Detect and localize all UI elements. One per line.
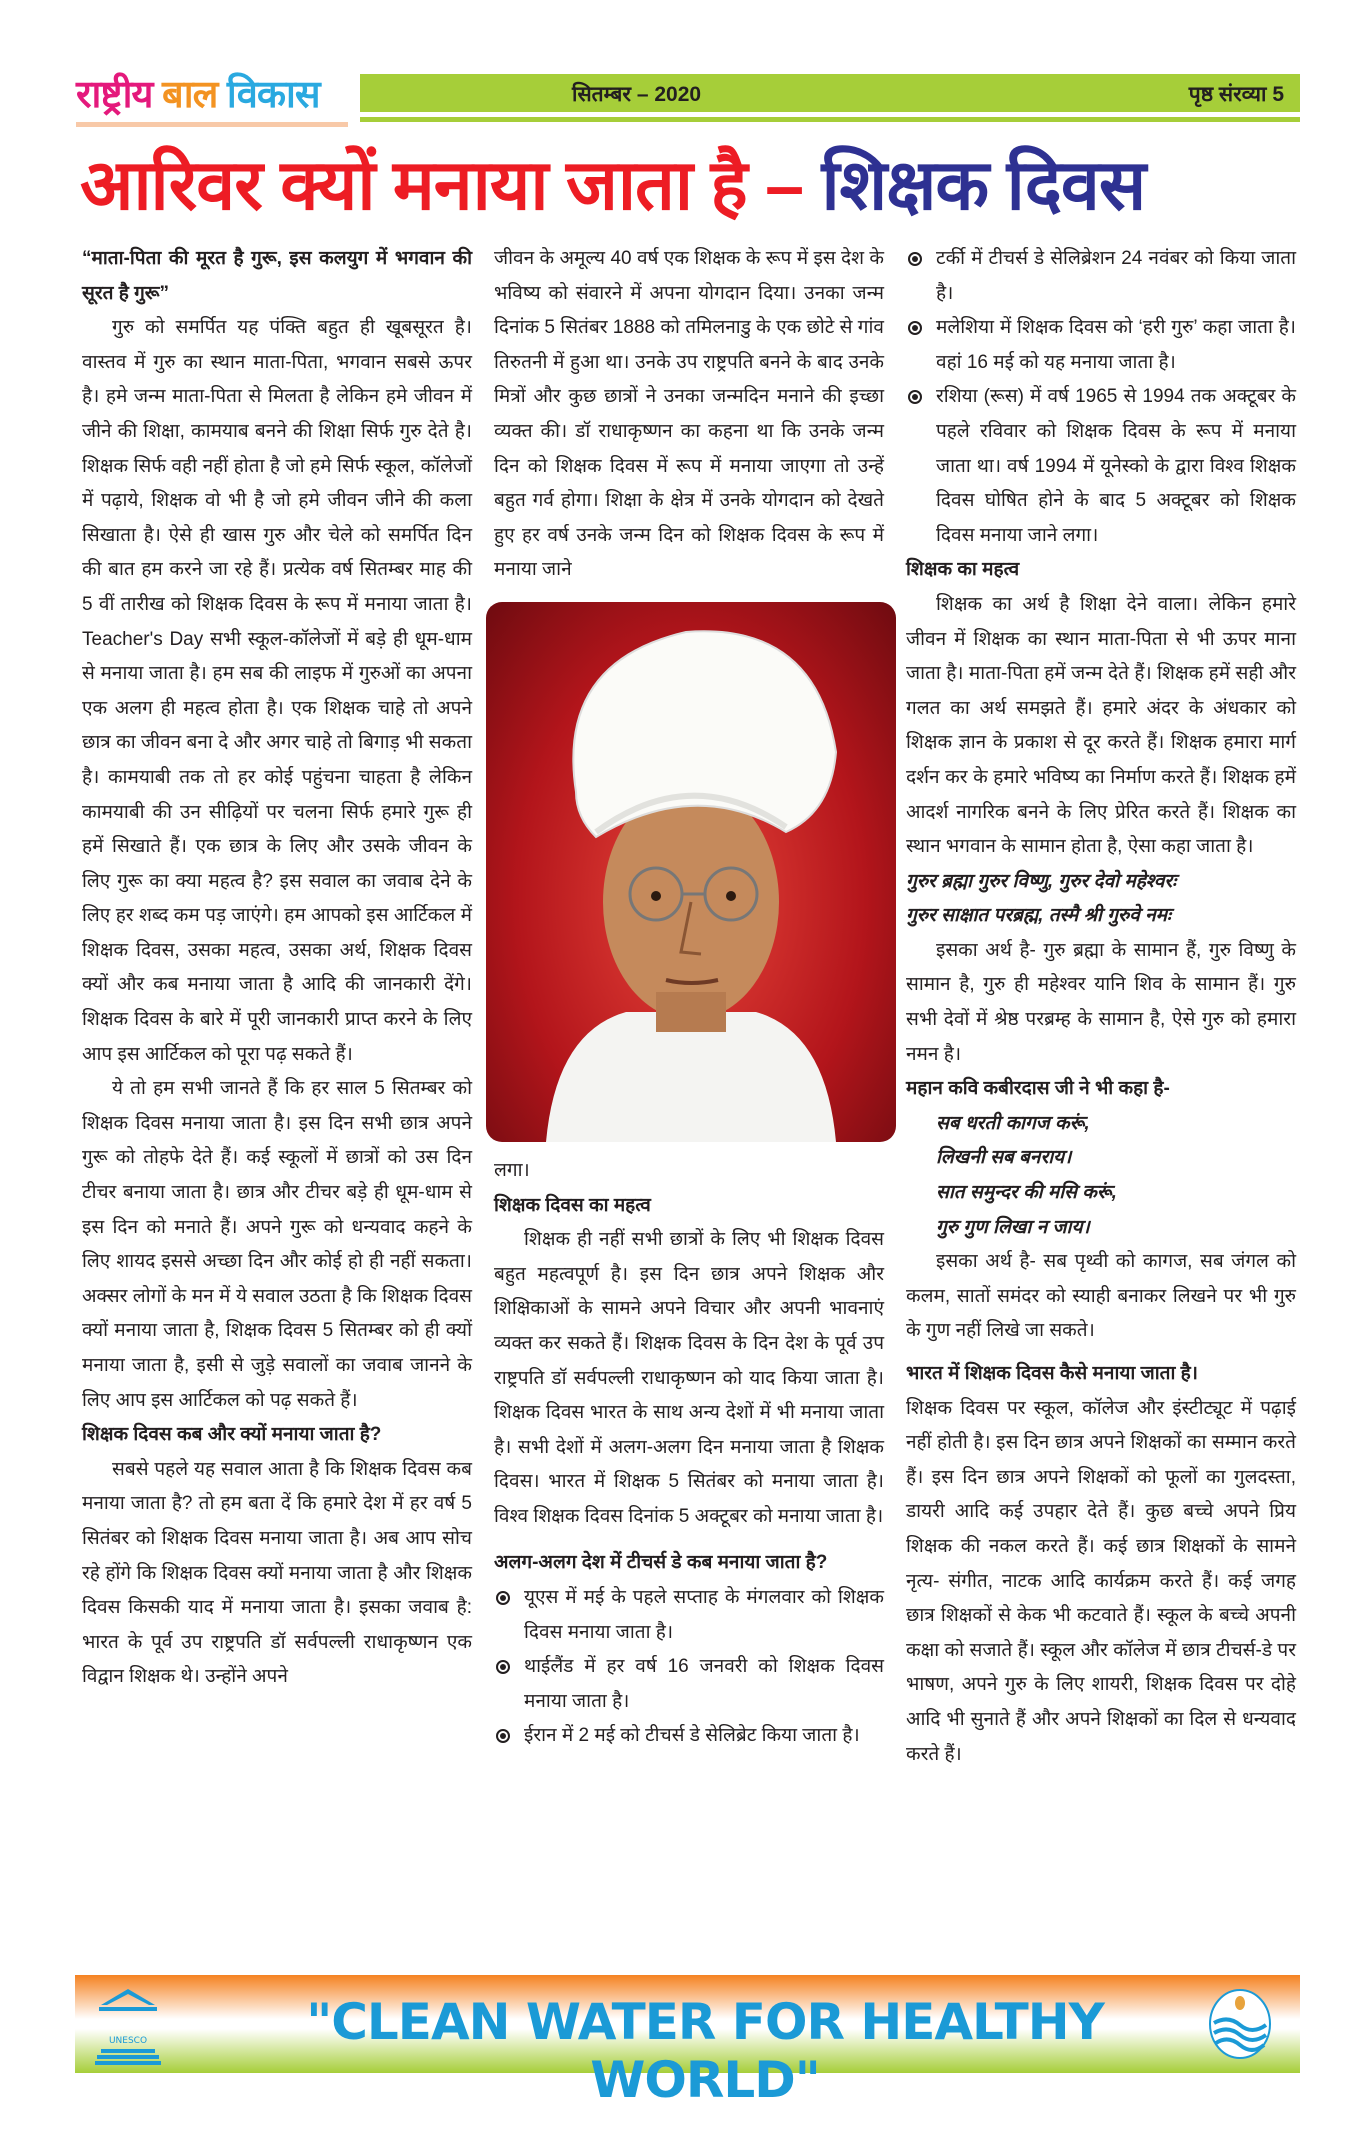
- section-heading: महान कवि कबीरदास जी ने भी कहा है-: [906, 1078, 1170, 1100]
- column-1: [82, 242, 472, 1695]
- paragraph: जीवन के अमूल्य 40 वर्ष एक शिक्षक के रूप में इस देश के भविष्य को संवारने में अपना योगदान दिया। उनका जन्म दिनांक 5 सितंबर 1888 को तमिलनाडु के एक छोटे से गांव तिरुतनी में हुआ था। उनके उप राष्ट्रपति बनने के बाद उनके मित्रों और कुछ छात्रों ने उनका जन्मदिन मनाने की इच्छा व्यक्त की। डॉ राधाकृष्णन का कहना था कि उनके जन्म दिन को शिक्षक दिवस में रूप में मनाया जाएगा तो उन्हें बहुत गर्व होगा। शिक्षा के क्षेत्र में उनके योगदान को देखते हुए हर वर्ष उनके जन्म दिन को शिक्षक दिवस के रूप में मनाया जाने: [494, 248, 884, 581]
- logo-word-1: राष्ट्रीय: [76, 74, 153, 116]
- column-3: [906, 242, 1296, 1772]
- bullet-icon: [908, 390, 922, 404]
- header-bar: [360, 74, 1300, 112]
- paragraph: सबसे पहले यह सवाल आता है कि शिक्षक दिवस कब मनाया जाता है? तो हम बता दें कि हमारे देश में हर वर्ष 5 सितंबर को शिक्षक दिवस मनाया जाता है। अब आप सोच रहे होंगे कि शिक्षक दिवस क्यों मनाया जाता है और शिक्षक दिवस किसकी याद में मनाया जाता है। इसका जवाब है: भारत के पूर्व उप राष्ट्रपति डॉ सर्वपल्ली राधाकृष्णन एक विद्वान शिक्षक थे। उन्होंने अपने: [82, 1458, 472, 1688]
- list-item-text: टर्की में टीचर्स डे सेलिब्रेशन 24 नवंबर को किया जाता है।: [936, 248, 1296, 304]
- paragraph: शिक्षक दिवस पर स्कूल, कॉलेज और इंस्टीट्यूट में पढ़ाई नहीं होती है। इस दिन छात्र अपने शिक्षकों का सम्मान करते हैं। इस दिन छात्र अपने शिक्षकों को फूलों का गुलदस्ता, डायरी आदि कई उपहार देते हैं। कुछ बच्चे अपने प्रिय शिक्षक की नकल करते हैं। कई छात्र शिक्षकों के सामने नृत्य- संगीत, नाटक आदि कार्यक्रम करते हैं। कई जगह छात्र शिक्षकों से केक भी कटवाते हैं। स्कूल के बच्चे अपनी कक्षा को सजाते हैं। स्कूल और कॉलेज में छात्र टीचर्स-डे पर भाषण, अपने गुरु के लिए शायरी, शिक्षक दिवस पर दोहे आदि भी सुनाते हैं और अपने शिक्षकों का दिल से धन्यवाद करते हैं।: [906, 1397, 1296, 1765]
- section-heading: शिक्षक दिवस का महत्व: [494, 1194, 651, 1216]
- shloka-line: गुरुर साक्षात परब्रह्म, तस्मै श्री गुरुवे नमः: [906, 905, 1171, 927]
- paragraph: शिक्षक ही नहीं सभी छात्रों के लिए भी शिक्षक दिवस बहुत महत्वपूर्ण है। इस दिन छात्र अपने शिक्षक और शिक्षिकाओं के सामने अपने विचार और अपनी भावनाएं व्यक्त कर सकते हैं। शिक्षक दिवस के दिन देश के पूर्व उप राष्ट्रपति डॉ सर्वपल्ली राधाकृष्णन को याद किया जाता है। शिक्षक दिवस भारत के साथ अन्य देशों में भी मनाया जाता है। सभी देशों में अलग-अलग दिन मनाया जाता है शिक्षक दिवस। भारत में शिक्षक 5 सितंबर को मनाया जाता है। विश्व शिक्षक दिवस दिनांक 5 अक्टूबर को मनाया जाता है।: [494, 1229, 884, 1527]
- paragraph: गुरु को समर्पित यह पंक्ति बहुत ही खूबसूरत है। वास्तव में गुरु का स्थान माता-पिता, भगवान सबसे ऊपर है। हमे जन्म माता-पिता से मिलता है लेकिन हमे जीवन में जीने की शिक्षा, कामयाब बनने की शिक्षा सिर्फ गुरु देते है। शिक्षक सिर्फ वही नहीं होता है जो हमे सिर्फ स्कूल, कॉलेजों में पढ़ाये, शिक्षक वो भी है जो हमे जीवन जीने की कला सिखाता है। ऐसे ही खास गुरु और चेले को समर्पित दिन की बात हम करने जा रहे हैं। प्रत्येक वर्ष सितम्बर माह की 5 वीं तारीख को शिक्षक दिवस के रूप में मनाया जाता है। Teacher's Day सभी स्कूल-कॉलेजों में बड़े ही धूम-धाम से मनाया जाता है। हम सब की लाइफ में गुरुओं का अपना एक अलग ही महत्व होता है। एक शिक्षक चाहे तो अपने छात्र का जीवन बना दे और अगर चाहे तो बिगाड़ भी सकता है। कामयाबी तक तो हर कोई पहुंचना चाहता है लेकिन कामयाबी की उन सीढ़ियों पर चलना सिर्फ हमारे गुरू ही हमें सिखाते हैं। एक छात्र के लिए और उसके जीवन के लिए गुरू का क्या महत्व है? इस सवाल का जवाब देने के लिए हर शब्द कम पड़ जाएंगे। हम आपको इस आर्टिकल में शिक्षक दिवस, उसका महत्व, उसका अर्थ, शिक्षक दिवस क्यों और कब मनाया जाता है आदि की जानकारी देंगे। शिक्षक दिवस के बारे में पूरी जानकारी प्राप्त करने के लिए आप इस आर्टिकल को पूरा पढ़ सकते हैं।: [82, 317, 472, 1065]
- section-heading: शिक्षक दिवस कब और क्यों मनाया जाता है?: [82, 1424, 382, 1446]
- doha-line: गुरु गुण लिखा न जाय।: [936, 1216, 1090, 1238]
- doha-line: लिखनी सब बनराय।: [936, 1147, 1072, 1169]
- footer-banner: [75, 1975, 1300, 2109]
- svg-text:UNESCO: UNESCO: [108, 2036, 148, 2046]
- list-item-text: यूएस में मई के पहले सप्ताह के मंगलवार को शिक्षक दिवस मनाया जाता है।: [524, 1587, 884, 1643]
- banner-slogan: "CLEAN WATER FOR HEALTHY WORLD": [306, 1993, 1104, 2109]
- bullet-icon: [496, 1660, 510, 1674]
- bullet-icon: [496, 1591, 510, 1605]
- bullet-icon: [908, 252, 922, 266]
- water-emblem-icon: [1208, 1989, 1272, 2059]
- section-heading: अलग-अलग देश में टीचर्स डे कब मनाया जाता है?: [494, 1552, 828, 1574]
- shloka-line: गुरुर ब्रह्मा गुरुर विष्णु, गुरुर देवो महेश्वरः: [906, 870, 1177, 892]
- list-item-text: थाईलैंड में हर वर्ष 16 जनवरी को शिक्षक दिवस मनाया जाता है।: [524, 1656, 884, 1712]
- list-item: [494, 1581, 884, 1650]
- list-item: [906, 311, 1296, 380]
- doha-line: सब धरती कागज करूं,: [936, 1112, 1090, 1134]
- page-number: पृष्ठ संरव्या 5: [1188, 83, 1284, 106]
- bullet-icon: [908, 321, 922, 335]
- paragraph: ये तो हम सभी जानते हैं कि हर साल 5 सितम्बर को शिक्षक दिवस मनाया जाता है। इस दिन सभी छात्र अपने गुरू को तोहफे देते हैं। कई स्कूलों में छात्रों को उस दिन टीचर बनाया जाता है। छात्र और टीचर बड़े ही धूम-धाम से इस दिन को मनाते हैं। अपने गुरू को धन्यवाद कहने के लिए शायद इससे अच्छा दिन और कोई हो ही नहीं सकता। अक्सर लोगों के मन में ये सवाल उठता है कि शिक्षक दिवस क्यों मनाया जाता है, शिक्षक दिवस 5 सितम्बर को ही क्यों मनाया जाता है, इसी से जुड़े सवालों का जवाब जानने के लिए आप इस आर्टिकल को पढ़ सकते हैं।: [82, 1078, 472, 1411]
- list-item-text: रशिया (रूस) में वर्ष 1965 से 1994 तक अक्टूबर के पहले रविवार को शिक्षक दिवस के रूप में मनाया जाता था। वर्ष 1994 में यूनेस्को के द्वारा विश्व शिक्षक दिवस घोषित होने के बाद 5 अक्टूबर को शिक्षक दिवस मनाया जाने लगा।: [936, 386, 1296, 546]
- portrait-photo: [486, 602, 896, 1142]
- paragraph: शिक्षक का अर्थ है शिक्षा देने वाला। लेकिन हमारे जीवन में शिक्षक का स्थान माता-पिता से भी ऊपर माना जाता है। माता-पिता हमें जन्म देते हैं। शिक्षक हमें सही और गलत का अर्थ समझते हैं। हमारे अंदर के अंधकार को शिक्षक ज्ञान के प्रकाश से दूर करते हैं। शिक्षक हमारा मार्ग दर्शन कर के हमारे भविष्य का निर्माण करते हैं। शिक्षक हमें आदर्श नागरिक बनने के लिए प्रेरित करते हैं। शिक्षक का स्थान भगवान के सामान होता है, ऐसा कहा जाता है।: [906, 593, 1296, 858]
- masthead-logo: [76, 72, 348, 127]
- list-item-text: मलेशिया में शिक्षक दिवस को ‘हरी गुरु’ कहा जाता है। वहां 16 मई को यह मनाया जाता है।: [936, 317, 1296, 373]
- logo-word-2: बाल: [162, 74, 218, 116]
- opening-quote: “माता-पिता की मूरत है गुरू, इस कलयुग में भगवान की सूरत है गुरू”: [82, 248, 472, 304]
- logo-word-3: विकास: [226, 74, 320, 116]
- country-list-continued: [906, 242, 1296, 553]
- column-2: [494, 242, 884, 1754]
- header-rule: [360, 117, 1300, 122]
- issue-date: सितम्बर – 2020: [572, 83, 702, 106]
- list-item: [906, 242, 1296, 311]
- list-item: [494, 1719, 884, 1754]
- portrait-illustration: [486, 602, 896, 1142]
- page-title: [80, 140, 1310, 230]
- paragraph: इसका अर्थ है- सब पृथ्वी को कागज, सब जंगल को कलम, सातों समंदर को स्याही बनाकर लिखने पर भी गुरु के गुण नहीं लिखे जा सकते।: [906, 1251, 1296, 1342]
- country-list: [494, 1581, 884, 1754]
- list-item-text: ईरान में 2 मई को टीचर्स डे सेलिब्रेट किया जाता है।: [524, 1725, 860, 1747]
- list-item: [906, 380, 1296, 553]
- doha-line: सात समुन्दर की मसि करूं,: [936, 1182, 1117, 1204]
- title-part-1: आरिवर क्यों मनाया जाता है –: [80, 146, 804, 224]
- unesco-logo-icon: [93, 1985, 163, 2065]
- section-heading: शिक्षक का महत्व: [906, 559, 1020, 581]
- title-part-2: शिक्षक दिवस: [821, 146, 1146, 224]
- paragraph: इसका अर्थ है- गुरु ब्रह्मा के सामान हैं, गुरु विष्णु के सामान है, गुरु ही महेश्वर यानि शिव के सामान हैं। गुरु सभी देवों में श्रेष्ठ परब्रम्ह के सामान है, ऐसे गुरु को हमारा नमन है।: [906, 939, 1296, 1065]
- paragraph: लगा।: [494, 1159, 530, 1181]
- bullet-icon: [496, 1729, 510, 1743]
- section-heading: भारत में शिक्षक दिवस कैसे मनाया जाता है।: [906, 1363, 1198, 1384]
- list-item: [494, 1650, 884, 1719]
